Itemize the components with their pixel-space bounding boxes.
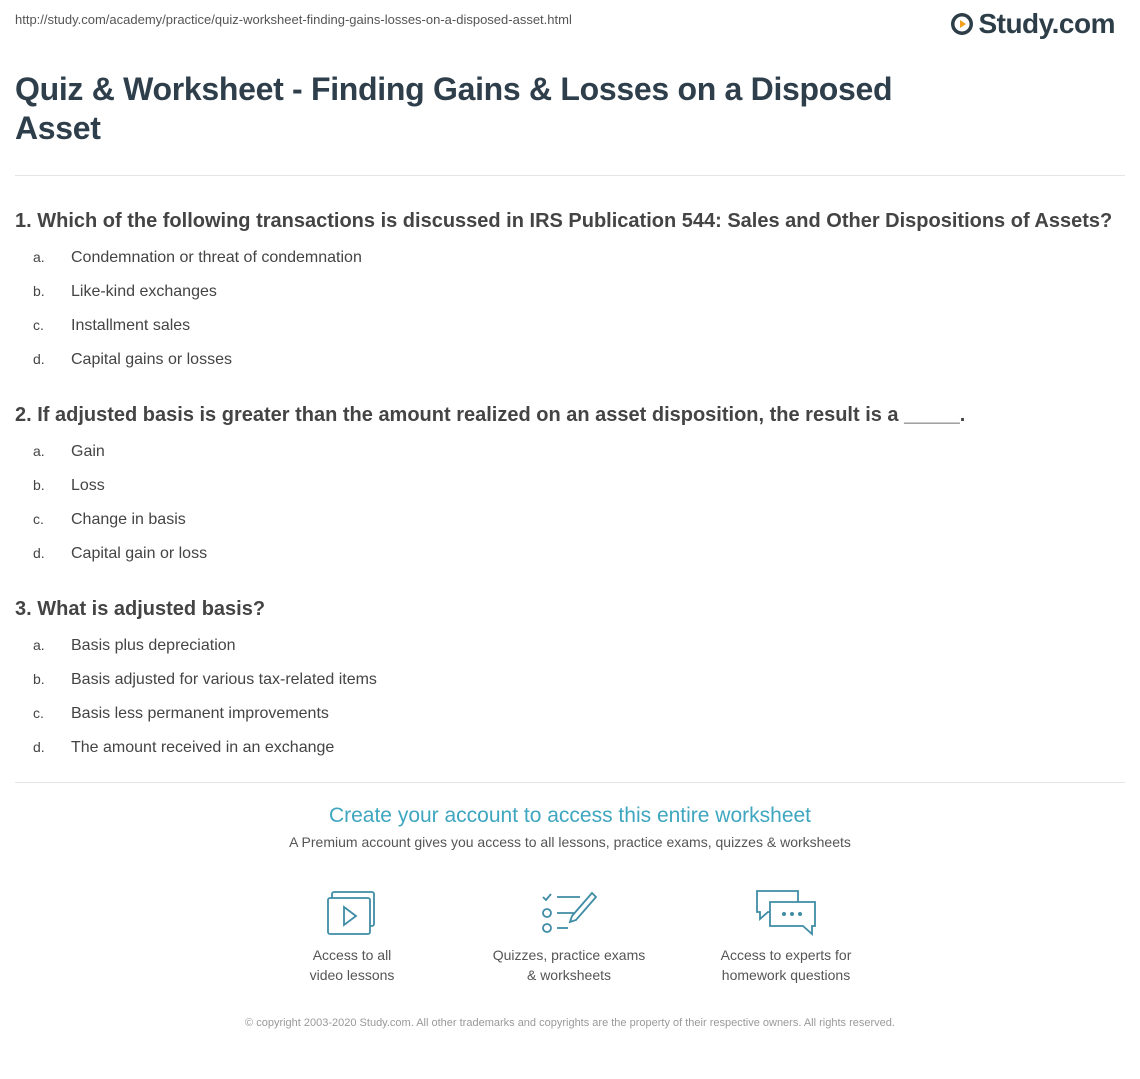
premium-cta	[0, 804, 1140, 850]
answer-option[interactable]	[15, 240, 1130, 274]
divider	[15, 175, 1125, 176]
answer-text: Like-kind exchanges	[71, 283, 217, 300]
answer-letter: d.	[33, 739, 45, 755]
answer-option[interactable]	[15, 468, 1130, 502]
cta-subtitle: A Premium account gives you access to all lessons, practice exams, quizzes & worksheets	[289, 834, 851, 850]
answer-letter: b.	[33, 477, 45, 493]
feature-experts	[686, 886, 886, 985]
question-text: 1. Which of the following transactions is discussed in IRS Publication 544: Sales and Other Dispositions of Assets?	[15, 210, 1113, 232]
page-title: Quiz & Worksheet - Finding Gains & Losses on a Disposed Asset	[15, 71, 893, 146]
answer-letter: d.	[33, 351, 45, 367]
answer-text: Gain	[71, 443, 105, 460]
checklist-icon	[540, 890, 598, 936]
answer-text: Loss	[71, 477, 105, 494]
feature-label-line: homework questions	[721, 967, 851, 983]
answer-text: Capital gain or loss	[71, 545, 208, 562]
feature-list	[0, 886, 1140, 996]
answer-letter: c.	[33, 705, 44, 721]
answer-letter: a.	[33, 637, 45, 653]
answer-text: The amount received in an exchange	[71, 739, 335, 756]
divider	[15, 782, 1125, 783]
answer-option[interactable]	[15, 434, 1130, 468]
question-text: 3. What is adjusted basis?	[15, 598, 266, 620]
answer-letter: b.	[33, 283, 45, 299]
answer-list	[15, 240, 1130, 376]
create-account-link[interactable]: Create your account to access this entire worksheet	[328, 804, 812, 827]
answer-option[interactable]	[15, 536, 1130, 570]
answer-letter: d.	[33, 545, 45, 561]
page-url: http://study.com/academy/practice/quiz-worksheet-finding-gains-losses-on-a-disposed-asset.html	[15, 12, 572, 27]
video-icon	[326, 890, 378, 936]
answer-text: Installment sales	[71, 317, 191, 334]
study-logo[interactable]	[950, 8, 1115, 40]
answer-option[interactable]	[15, 696, 1130, 730]
question	[15, 401, 1130, 570]
answer-option[interactable]	[15, 274, 1130, 308]
answer-option[interactable]	[15, 502, 1130, 536]
play-circle-logo-icon	[950, 12, 974, 36]
answer-list	[15, 434, 1130, 570]
answer-letter: a.	[33, 249, 45, 265]
question-text: 2. If adjusted basis is greater than the amount realized on an asset disposition, the result is a _____.	[15, 404, 966, 426]
feature-label-line: Access to experts for	[720, 947, 852, 963]
answer-text: Change in basis	[71, 511, 186, 528]
answer-text: Basis adjusted for various tax-related items	[71, 671, 377, 688]
answer-letter: a.	[33, 443, 45, 459]
answer-option[interactable]	[15, 342, 1130, 376]
answer-option[interactable]	[15, 730, 1130, 764]
answer-list	[15, 628, 1130, 764]
answer-text: Basis plus depreciation	[71, 637, 236, 654]
feature-label-line: & worksheets	[526, 967, 612, 983]
answer-option[interactable]	[15, 662, 1130, 696]
answer-option[interactable]	[15, 308, 1130, 342]
question	[15, 595, 1130, 764]
answer-text: Capital gains or losses	[71, 351, 232, 368]
question	[15, 207, 1130, 376]
answer-option[interactable]	[15, 628, 1130, 662]
logo-text: Study.com	[978, 8, 1115, 39]
chat-bubbles-icon	[754, 888, 818, 938]
answer-letter: c.	[33, 511, 44, 527]
copyright-footer: © copyright 2003-2020 Study.com. All other trademarks and copyrights are the property of their respective owners. All rights reserved.	[245, 1017, 895, 1029]
feature-label-line: video lessons	[309, 967, 395, 983]
answer-letter: b.	[33, 671, 45, 687]
answer-text: Basis less permanent improvements	[71, 705, 329, 722]
answer-text: Condemnation or threat of condemnation	[71, 249, 362, 266]
feature-video-lessons	[252, 886, 452, 985]
questions-list	[15, 207, 1130, 789]
feature-label-line: Quizzes, practice exams	[492, 947, 646, 963]
feature-label-line: Access to all	[312, 947, 392, 963]
answer-letter: c.	[33, 317, 44, 333]
feature-quizzes	[469, 886, 669, 985]
